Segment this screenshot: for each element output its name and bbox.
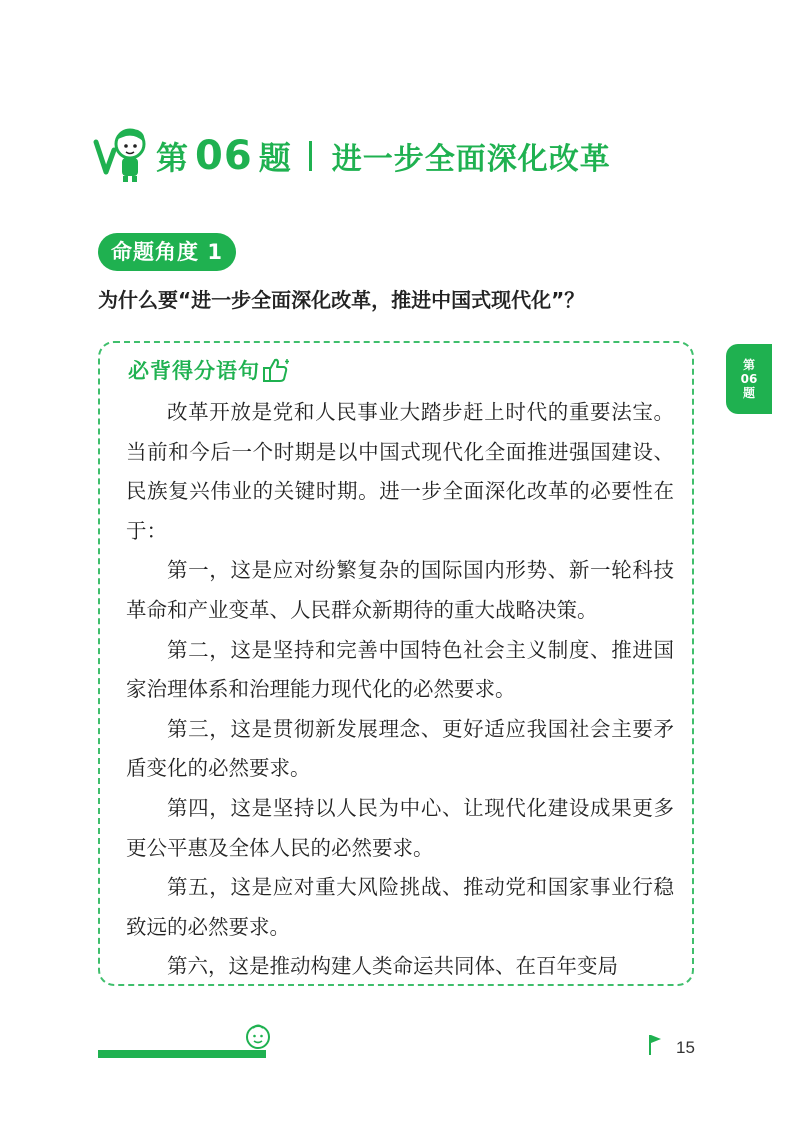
section-question: 为什么要“进一步全面深化改革，推进中国式现代化”？	[98, 288, 585, 312]
side-tab-line: 题	[742, 386, 755, 400]
chapter-number: 06	[195, 133, 253, 179]
paragraph: 改革开放是党和人民事业大踏步赶上时代的重要法宝。当前和今后一个时期是以中国式现代化全面推进强国建设、民族复兴伟业的关键时期。进一步全面深化改革的必要性在于：	[126, 400, 674, 543]
answer-box-heading	[128, 354, 292, 386]
paragraph: 第四，这是坚持以人民为中心、让现代化建设成果更多更公平惠及全体人民的必然要求。	[126, 795, 674, 860]
smiley-face-icon	[244, 1022, 272, 1050]
paragraph: 第三，这是贯彻新发展理念、更好适应我国社会主要矛盾变化的必然要求。	[126, 716, 674, 781]
paragraph: 第六，这是推动构建人类命运共同体、在百年变局	[167, 954, 618, 979]
title-divider	[309, 141, 312, 171]
chapter-topic: 进一步全面深化改革	[331, 142, 611, 177]
page-number: 15	[676, 1038, 695, 1057]
thumbs-up-icon	[262, 357, 292, 383]
answer-box-heading-text: 必背得分语句	[128, 359, 260, 383]
paragraph: 第一，这是应对纷繁复杂的国际国内形势、新一轮科技革命和产业变革、人民群众新期待的重大战略决策。	[126, 558, 674, 622]
answer-body	[126, 393, 674, 987]
chapter-side-tab	[726, 344, 772, 414]
side-tab-line: 06	[740, 372, 758, 386]
chapter-prefix: 第	[156, 139, 190, 177]
chapter-suffix: 题	[258, 139, 291, 177]
footer-bar	[98, 1050, 266, 1058]
section-pill: 命题角度 1	[98, 233, 236, 271]
paragraph: 第五，这是应对重大风险挑战、推动党和国家事业行稳致远的必然要求。	[126, 875, 674, 939]
chapter-title	[156, 126, 611, 186]
side-tab-line: 第	[742, 358, 755, 372]
paragraph: 第二，这是坚持和完善中国特色社会主义制度、推进国家治理体系和治理能力现代化的必然要求。	[126, 637, 674, 702]
flag-icon	[647, 1033, 663, 1055]
mascot-boy-icon	[92, 120, 154, 184]
